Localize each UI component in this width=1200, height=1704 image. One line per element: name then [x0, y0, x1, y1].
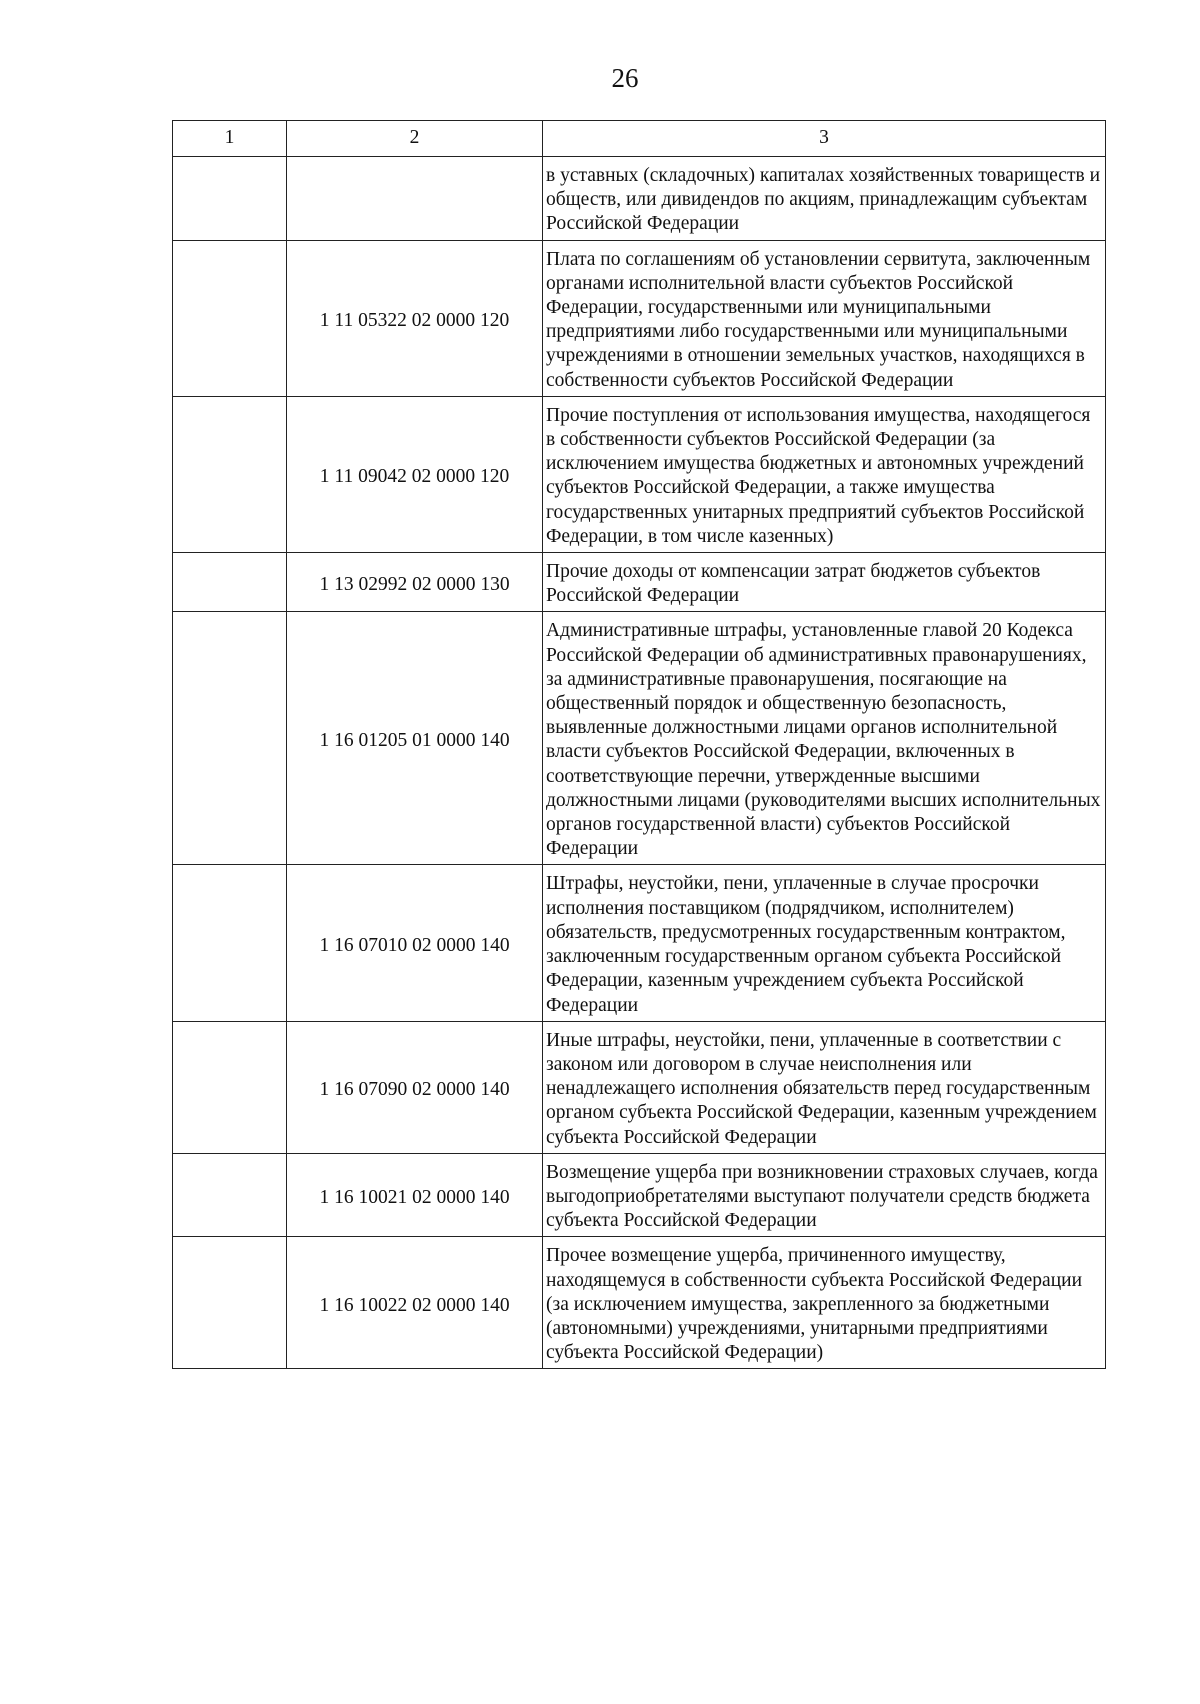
budget-code-cell: 1 11 09042 02 0000 120 — [287, 396, 543, 552]
revenue-description-cell: Прочие доходы от компенсации затрат бюджетов субъектов Российской Федерации — [543, 553, 1106, 612]
revenue-description-cell: в уставных (складочных) капиталах хозяйственных товариществ и обществ, или дивидендов по акциям, принадлежащим субъектам Российской Федерации — [543, 157, 1106, 241]
budget-code-cell: 1 16 07090 02 0000 140 — [287, 1021, 543, 1153]
table-row — [173, 553, 1106, 612]
page-number: 26 — [611, 63, 639, 93]
table-row — [173, 396, 1106, 552]
table-row — [173, 1021, 1106, 1153]
revenue-description-cell: Иные штрафы, неустойки, пени, уплаченные в соответствии с законом или договором в случае неисполнения или ненадлежащего исполнения обязательств перед государственным органом субъекта Российской Федерации, казенным учреждением субъекта Российской Федерации — [543, 1021, 1106, 1153]
table-row — [173, 612, 1106, 865]
table-row — [173, 157, 1106, 241]
row-number-cell — [173, 396, 287, 552]
row-number-cell — [173, 1021, 287, 1153]
revenue-description-cell: Штрафы, неустойки, пени, уплаченные в случае просрочки исполнения поставщиком (подрядчиком, исполнителем) обязательств, предусмотренных государственным контрактом, заключенным государственным органом субъекта Российской Федерации, казенным учреждением субъекта Российской Федерации — [543, 865, 1106, 1021]
table-row — [173, 1237, 1106, 1369]
revenue-codes-table — [172, 120, 1106, 1369]
table-row — [173, 240, 1106, 396]
row-number-cell — [173, 157, 287, 241]
row-number-cell — [173, 240, 287, 396]
budget-code-cell — [287, 157, 543, 241]
header-cell-2: 2 — [287, 121, 543, 157]
table-header-row — [173, 121, 1106, 157]
header-cell-3: 3 — [543, 121, 1106, 157]
budget-code-cell: 1 16 10022 02 0000 140 — [287, 1237, 543, 1369]
budget-code-cell: 1 13 02992 02 0000 130 — [287, 553, 543, 612]
revenue-description-cell: Прочее возмещение ущерба, причиненного имуществу, находящемуся в собственности субъекта Российской Федерации (за исключением имущества, закрепленного за бюджетными (автономными) учреждениями, унитарными предприятиями субъекта Российской Федерации) — [543, 1237, 1106, 1369]
budget-code-cell: 1 16 07010 02 0000 140 — [287, 865, 543, 1021]
table-row — [173, 865, 1106, 1021]
row-number-cell — [173, 1153, 287, 1237]
row-number-cell — [173, 1237, 287, 1369]
table-row — [173, 1153, 1106, 1237]
row-number-cell — [173, 865, 287, 1021]
budget-code-cell: 1 16 10021 02 0000 140 — [287, 1153, 543, 1237]
revenue-description-cell: Прочие поступления от использования имущества, находящегося в собственности субъектов Российской Федерации (за исключением имущества бюджетных и автономных учреждений субъектов Российской Федерации, а также имущества государственных унитарных предприятий субъектов Российской Федерации, в том числе казенных) — [543, 396, 1106, 552]
budget-code-cell: 1 16 01205 01 0000 140 — [287, 612, 543, 865]
row-number-cell — [173, 612, 287, 865]
row-number-cell — [173, 553, 287, 612]
budget-code-cell: 1 11 05322 02 0000 120 — [287, 240, 543, 396]
revenue-description-cell: Возмещение ущерба при возникновении страховых случаев, когда выгодоприобретателями выступают получатели средств бюджета субъекта Российской Федерации — [543, 1153, 1106, 1237]
revenue-description-cell: Плата по соглашениям об установлении сервитута, заключенным органами исполнительной власти субъектов Российской Федерации, государственными или муниципальными предприятиями либо государственными или муниципальными учреждениями в отношении земельных участков, находящихся в собственности субъектов Российской Федерации — [543, 240, 1106, 396]
header-cell-1: 1 — [173, 121, 287, 157]
revenue-description-cell: Административные штрафы, установленные главой 20 Кодекса Российской Федерации об административных правонарушениях, за административные правонарушения, посягающие на общественный порядок и общественную безопасность, выявленные должностными лицами органов исполнительной власти субъектов Российской Федерации, включенных в соответствующие перечни, утвержденные высшими должностными лицами (руководителями высших исполнительных органов государственной власти) субъектов Российской Федерации — [543, 612, 1106, 865]
